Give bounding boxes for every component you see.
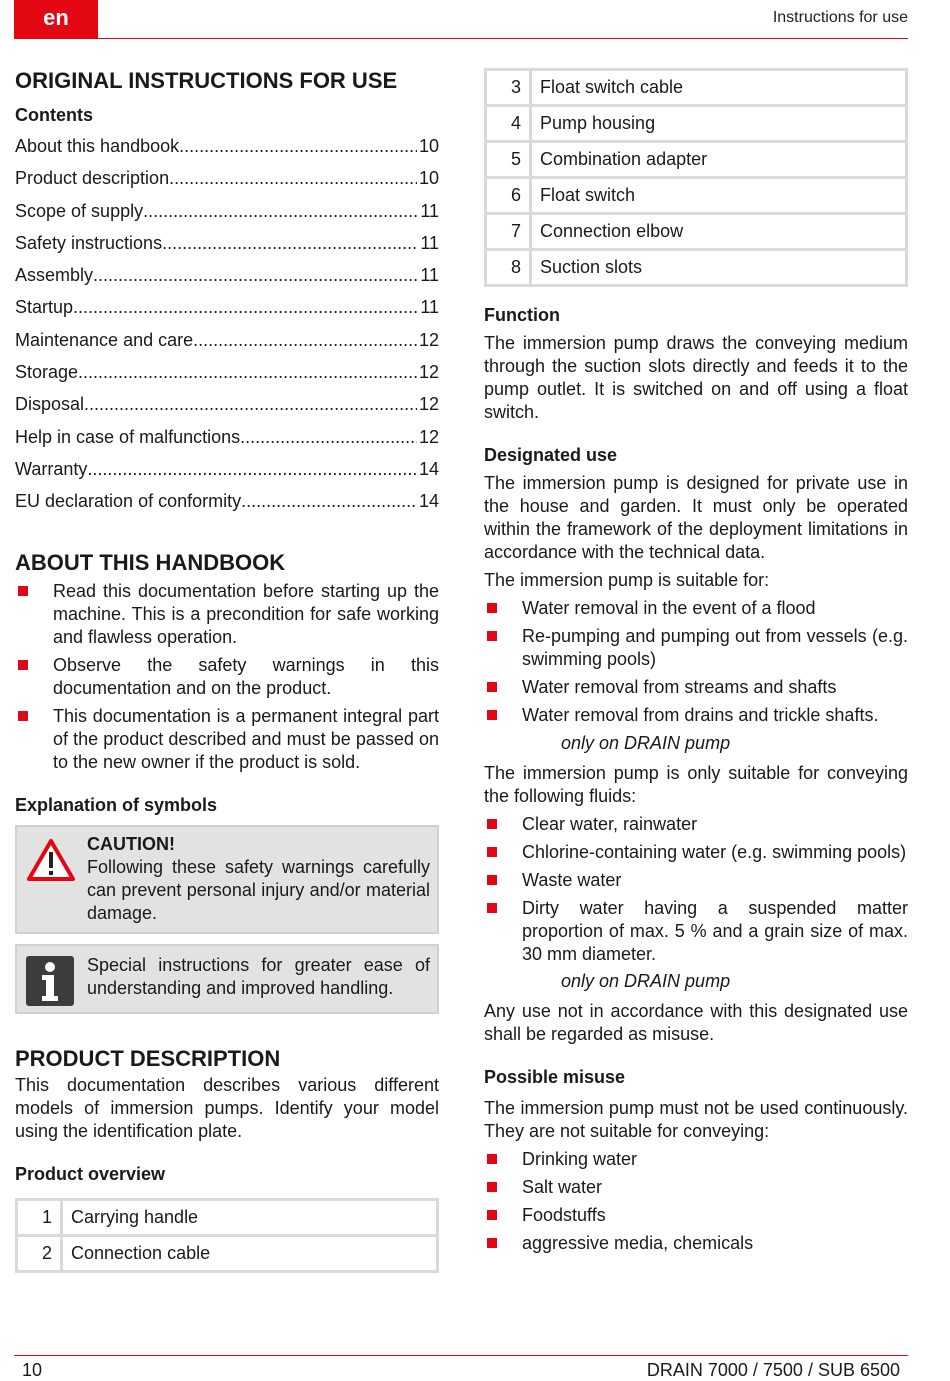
bullet-icon bbox=[487, 847, 497, 857]
handbook-title: ABOUT THIS HANDBOOK bbox=[15, 549, 286, 575]
info-box bbox=[15, 944, 439, 1014]
info-text: Special instructions for greater ease of understanding and improved handling. bbox=[87, 954, 430, 998]
toc-entry[interactable]: Maintenance and care ..... 12 bbox=[15, 324, 439, 356]
list-item: Dirty water having a suspended matter proportion of max. 5 % and a grain size of max. 30 mm diameter. bbox=[484, 897, 908, 966]
warning-icon bbox=[26, 838, 76, 882]
info-icon bbox=[26, 956, 74, 1006]
product-title: PRODUCT DESCRIPTION bbox=[15, 1045, 281, 1071]
product-overview-table bbox=[15, 1198, 439, 1273]
toc-entry[interactable]: Storage ..... 12 bbox=[15, 356, 439, 388]
table-row: 1 Carrying handle bbox=[17, 1199, 438, 1235]
contents-title: Contents bbox=[15, 105, 93, 125]
left-column bbox=[15, 66, 439, 1273]
header-title: Instructions for use bbox=[772, 9, 908, 26]
list-item: Chlorine-containing water (e.g. swimming pools) bbox=[484, 841, 908, 864]
bullet-icon bbox=[487, 819, 497, 829]
bullet-icon bbox=[487, 1154, 497, 1164]
main-title: ORIGINAL INSTRUCTIONS FOR USE bbox=[15, 68, 398, 93]
suitable-intro: The immersion pump is suitable for: bbox=[484, 570, 770, 590]
list-item: This documentation is a permanent integral part of the product described and must be passed on to the new owner if the product is sold. bbox=[15, 705, 439, 774]
designated-use-title: Designated use bbox=[484, 445, 618, 465]
language-badge: en bbox=[14, 0, 98, 38]
misuse-intro: The immersion pump must not be used continuously. They are not suitable for conveying: bbox=[484, 1098, 908, 1141]
bullet-icon bbox=[18, 586, 28, 596]
list-item: Salt water bbox=[484, 1176, 908, 1199]
product-overview-table-continued bbox=[484, 68, 908, 287]
toc-entry[interactable]: Disposal ..... 12 bbox=[15, 388, 439, 420]
list-item: Waste water bbox=[484, 869, 908, 892]
toc-entry[interactable]: Help in case of malfunctions ..... 12 bbox=[15, 421, 439, 453]
table-row: 2 Connection cable bbox=[17, 1235, 438, 1271]
caution-text: Following these safety warnings carefully can prevent personal injury and/or material damage. bbox=[87, 856, 430, 923]
caution-box bbox=[15, 825, 439, 934]
function-text: The immersion pump draws the conveying medium through the suction slots directly and feeds it to the pump outlet. It is switched on and off using a float switch. bbox=[484, 333, 908, 422]
table-of-contents bbox=[15, 130, 439, 518]
toc-entry[interactable]: Product description ..... 10 bbox=[15, 162, 439, 194]
caution-title: CAUTION! bbox=[87, 833, 175, 854]
product-text: This documentation describes various different models of immersion pumps. Identify your model using the identification plate. bbox=[15, 1074, 439, 1141]
misuse-list bbox=[484, 1148, 908, 1255]
toc-entry[interactable]: Warranty ..... 14 bbox=[15, 453, 439, 485]
toc-entry[interactable]: Safety instructions ..... 11 bbox=[15, 227, 439, 259]
table-row: 3 Float switch cable bbox=[486, 70, 907, 106]
toc-entry[interactable]: Startup ..... 11 bbox=[15, 291, 439, 323]
footer-model: DRAIN 7000 / 7500 / SUB 6500 bbox=[646, 1360, 900, 1380]
table-row: 5 Combination adapter bbox=[486, 142, 907, 178]
symbols-title: Explanation of symbols bbox=[15, 794, 218, 815]
table-row: 6 Float switch bbox=[486, 178, 907, 214]
misuse-statement: Any use not in accordance with this designated use shall be regarded as misuse. bbox=[484, 1001, 908, 1044]
toc-entry[interactable]: About this handbook ..... 10 bbox=[15, 130, 439, 162]
designated-use-text: The immersion pump is designed for private use in the house and garden. It must only be operated within the framework of the deployment limitations in accordance with the technical data. bbox=[484, 473, 908, 562]
page-number: 10 bbox=[22, 1360, 43, 1380]
bullet-icon bbox=[487, 875, 497, 885]
list-item: Re-pumping and pumping out from vessels (e.g. swimming pools) bbox=[484, 625, 908, 671]
bullet-icon bbox=[487, 1238, 497, 1248]
fluids-intro: The immersion pump is only suitable for conveying the following fluids: bbox=[484, 763, 908, 806]
function-title: Function bbox=[484, 305, 560, 325]
list-item: Water removal from streams and shafts bbox=[484, 676, 908, 699]
drain-note: only on DRAIN pump bbox=[561, 971, 731, 991]
bullet-icon bbox=[487, 903, 497, 913]
toc-entry[interactable]: EU declaration of conformity ..... 14 bbox=[15, 485, 439, 517]
toc-entry[interactable]: Scope of supply ..... 11 bbox=[15, 195, 439, 227]
table-row: 7 Connection elbow bbox=[486, 214, 907, 250]
bullet-icon bbox=[487, 631, 497, 641]
table-row: 8 Suction slots bbox=[486, 250, 907, 286]
bullet-icon bbox=[487, 682, 497, 692]
list-item: Drinking water bbox=[484, 1148, 908, 1171]
handbook-list bbox=[15, 580, 439, 774]
list-item: Observe the safety warnings in this documentation and on the product. bbox=[15, 654, 439, 700]
bullet-icon bbox=[487, 710, 497, 720]
list-item: aggressive media, chemicals bbox=[484, 1232, 908, 1255]
table-row: 4 Pump housing bbox=[486, 106, 907, 142]
fluids-list bbox=[484, 813, 908, 966]
bullet-icon bbox=[487, 1182, 497, 1192]
header-divider bbox=[14, 38, 908, 39]
list-item: Water removal from drains and trickle shafts. bbox=[484, 704, 908, 727]
overview-title: Product overview bbox=[15, 1163, 166, 1184]
list-item: Water removal in the event of a flood bbox=[484, 597, 908, 620]
suitable-list bbox=[484, 597, 908, 727]
drain-note: only on DRAIN pump bbox=[561, 733, 731, 753]
right-column bbox=[484, 68, 908, 1255]
list-item: Read this documentation before starting up the machine. This is a precondition for safe working and flawless operation. bbox=[15, 580, 439, 649]
bullet-icon bbox=[18, 660, 28, 670]
footer-divider bbox=[14, 1355, 908, 1356]
toc-entry[interactable]: Assembly ..... 11 bbox=[15, 259, 439, 291]
misuse-title: Possible misuse bbox=[484, 1067, 626, 1087]
bullet-icon bbox=[487, 1210, 497, 1220]
bullet-icon bbox=[18, 711, 28, 721]
list-item: Clear water, rainwater bbox=[484, 813, 908, 836]
bullet-icon bbox=[487, 603, 497, 613]
list-item: Foodstuffs bbox=[484, 1204, 908, 1227]
